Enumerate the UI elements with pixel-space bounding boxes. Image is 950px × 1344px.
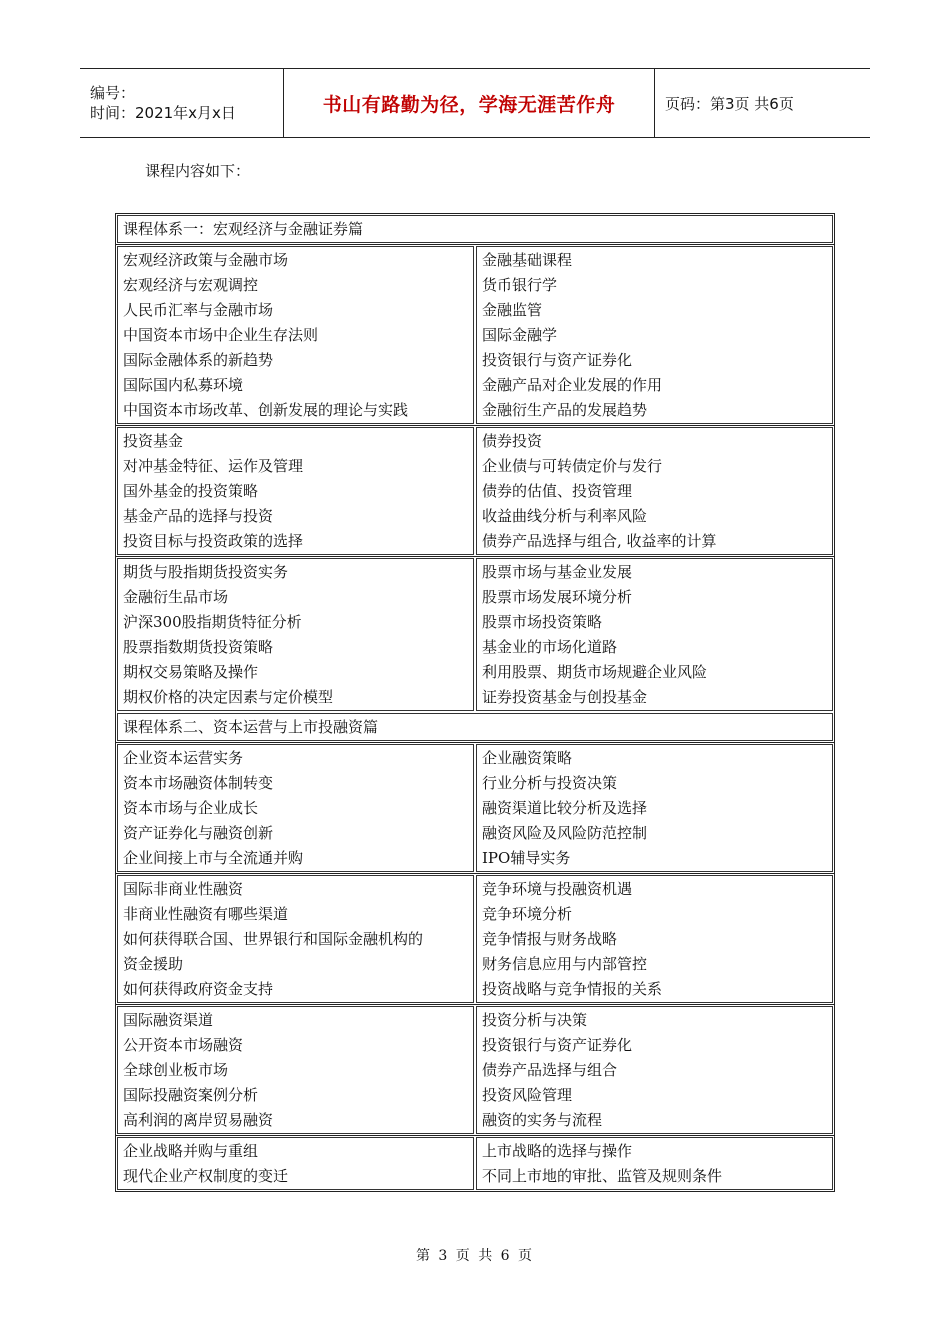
time-label: 时间：2021年x月x日 [90,104,236,122]
course-item: 人民币汇率与金融市场 [123,301,274,319]
number-label: 编号： [90,84,136,102]
course-item: 中国资本市场中企业生存法则 [123,326,319,344]
course-cell-left [117,558,474,711]
course-item: 企业融资策略 [482,749,573,767]
page-header [80,68,870,138]
header-page-cell [655,69,870,137]
course-cell-right [476,1006,833,1134]
course-item: 国际融资渠道 [123,1011,214,1029]
course-item: 企业资本运营实务 [123,749,244,767]
course-item: 金融产品对企业发展的作用 [482,376,663,394]
course-table [115,213,835,1192]
course-row [116,1005,834,1136]
course-item: 投资基金 [123,432,184,450]
course-item: 现代企业产权制度的变迁 [123,1167,289,1185]
course-item: 沪深300股指期货特征分析 [123,613,302,631]
course-item: 如何获得政府资金支持 [123,980,274,998]
course-cell-left [117,427,474,555]
course-item: 股票市场与基金业发展 [482,563,633,581]
course-item: 行业分析与投资决策 [482,774,618,792]
course-item: 竞争环境与投融资机遇 [482,880,633,898]
course-item: 资本市场融资体制转变 [123,774,274,792]
course-item: 企业债与可转债定价与发行 [482,457,663,475]
course-item: IPO辅导实务 [482,849,571,867]
course-item: 融资渠道比较分析及选择 [482,799,648,817]
course-item: 上市战略的选择与操作 [482,1142,633,1160]
course-row [116,557,834,712]
course-item: 股票市场发展环境分析 [482,588,633,606]
course-item: 资本市场与企业成长 [123,799,259,817]
course-item: 国际国内私募环境 [123,376,244,394]
course-item: 中国资本市场改革、创新发展的理论与实践 [123,401,409,419]
course-item: 货币银行学 [482,276,558,294]
course-item: 金融衍生品市场 [123,588,229,606]
course-row [116,426,834,557]
course-item: 基金产品的选择与投资 [123,507,274,525]
course-row [116,743,834,874]
course-item: 债券投资 [482,432,543,450]
course-item: 企业间接上市与全流通并购 [123,849,304,867]
course-row [116,1136,834,1191]
intro-text: 课程内容如下： [145,162,251,180]
course-item: 非商业性融资有哪些渠道 [123,905,289,923]
course-cell-left [117,1006,474,1134]
course-cell-right [476,558,833,711]
course-item: 证券投资基金与创投基金 [482,688,648,706]
course-item: 全球创业板市场 [123,1061,229,1079]
course-item: 如何获得联合国、世界银行和国际金融机构的 [123,930,424,948]
course-item: 投资风险管理 [482,1086,573,1104]
course-cell-right [476,427,833,555]
course-cell-right [476,744,833,872]
course-item: 国际金融学 [482,326,558,344]
course-item: 金融基础课程 [482,251,573,269]
course-cell-left [117,744,474,872]
course-item: 金融监管 [482,301,543,319]
system2-title: 课程体系二、资本运营与上市投融资篇 [117,713,833,741]
course-item: 债券产品选择与组合, 收益率的计算 [482,532,717,550]
course-item: 竞争情报与财务战略 [482,930,618,948]
system1-title: 课程体系一：宏观经济与金融证券篇 [117,215,833,243]
course-item: 投资银行与资产证券化 [482,351,633,369]
course-item: 国际非商业性融资 [123,880,244,898]
course-item: 国外基金的投资策略 [123,482,259,500]
course-cell-left [117,875,474,1003]
page-label: 页码：第3页 共6页 [665,94,794,113]
course-row [116,245,834,426]
course-item: 投资银行与资产证券化 [482,1036,633,1054]
course-item: 股票市场投资策略 [482,613,603,631]
course-item: 投资战略与竞争情报的关系 [482,980,663,998]
course-item: 融资的实务与流程 [482,1111,603,1129]
course-item: 国际金融体系的新趋势 [123,351,274,369]
course-item: 期权价格的决定因素与定价模型 [123,688,334,706]
section-title-row [116,712,834,743]
footer-page-number: 第 3 页 共 6 页 [415,1248,535,1264]
course-item: 利用股票、期货市场规避企业风险 [482,663,708,681]
course-item: 收益曲线分析与利率风险 [482,507,648,525]
course-item: 资产证券化与融资创新 [123,824,274,842]
system1-blocks [116,245,834,712]
course-item: 金融衍生产品的发展趋势 [482,401,648,419]
course-item: 不同上市地的审批、监管及规则条件 [482,1167,723,1185]
course-item: 宏观经济政策与金融市场 [123,251,289,269]
course-item: 宏观经济与宏观调控 [123,276,259,294]
course-item: 债券产品选择与组合 [482,1061,618,1079]
course-item: 期权交易策略及操作 [123,663,259,681]
course-item: 投资分析与决策 [482,1011,588,1029]
course-item: 股票指数期货投资策略 [123,638,274,656]
page-footer [0,1245,950,1265]
course-cell-right [476,875,833,1003]
course-item: 投资目标与投资政策的选择 [123,532,304,550]
system2-blocks [116,743,834,1191]
course-item: 对冲基金特征、运作及管理 [123,457,304,475]
course-item: 债券的估值、投资管理 [482,482,633,500]
course-row [116,874,834,1005]
course-item: 财务信息应用与内部管控 [482,955,648,973]
header-motto-cell [283,69,655,137]
course-cell-left [117,1137,474,1190]
section-title-row [116,214,834,245]
course-item: 竞争环境分析 [482,905,573,923]
course-item: 基金业的市场化道路 [482,638,618,656]
course-cell-right [476,1137,833,1190]
course-item: 高利润的离岸贸易融资 [123,1111,274,1129]
course-cell-right [476,246,833,424]
course-item: 资金援助 [123,955,184,973]
header-meta [80,69,283,137]
course-item: 期货与股指期货投资实务 [123,563,289,581]
course-item: 融资风险及风险防范控制 [482,824,648,842]
course-cell-left [117,246,474,424]
course-item: 公开资本市场融资 [123,1036,244,1054]
course-item: 国际投融资案例分析 [123,1086,259,1104]
header-motto: 书山有路勤为径，学海无涯苦作舟 [322,93,616,116]
course-item: 企业战略并购与重组 [123,1142,259,1160]
